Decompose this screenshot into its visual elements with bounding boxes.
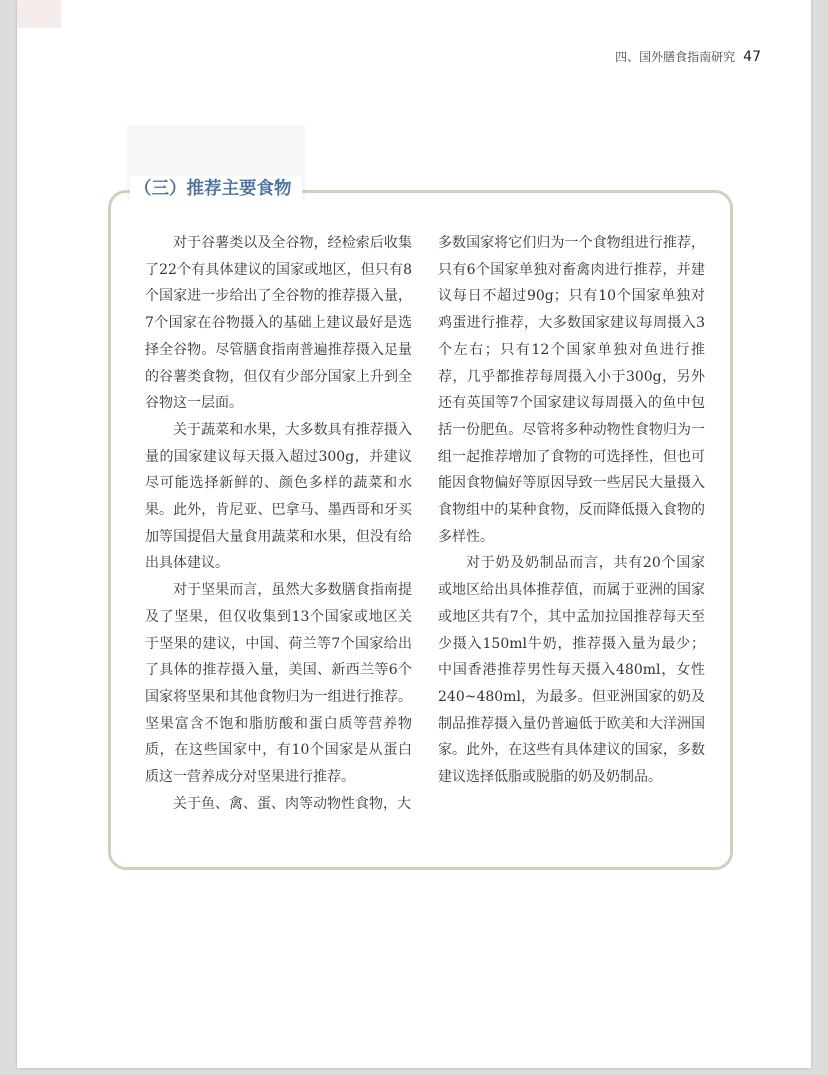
corner-mark xyxy=(17,0,61,28)
paragraph-vegetables-fruits: 关于蔬菜和水果，大多数具有推荐摄入量的国家建议每天摄入超过300g，并建议尽可能选择新鲜的、颜色多样的蔬菜和水果。此外，肯尼亚、巴拿马、墨西哥和牙买加等国提倡大量食用蔬菜和水果，但没有给出具体建议。 xyxy=(145,421,412,572)
paragraph-animal-foods-start: 关于鱼、禽、蛋、肉等动物性食物，大 xyxy=(173,795,411,812)
page-number: 47 xyxy=(743,49,761,65)
paragraph-dairy: 对于奶及奶制品而言，共有20个国家或地区给出具体推荐值，而属于亚洲的国家或地区共有7个，其中孟加拉国推荐每天至少摄入150ml牛奶，推荐摄入量为最少；中国香港推荐男性每天摄入480ml，女性240~480ml，为最多。但亚洲国家的奶及制品推荐摄入量仍普遍低于欧美和大洋洲国家。此外，在这些有具体建议的国家，多数建议选择低脂或脱脂的奶及奶制品。 xyxy=(438,555,705,786)
paragraph-nuts: 对于坚果而言，虽然大多数膳食指南提及了坚果，但仅收集到13个国家或地区关于坚果的建议，中国、荷兰等7个国家给出了具体的推荐摄入量，美国、新西兰等6个国家将坚果和其他食物归为一组进行推荐。坚果富含不饱和脂肪酸和蛋白质等营养物质，在这些国家中，有10个国家是从蛋白质这一营养成分对坚果进行推荐。 xyxy=(145,582,412,786)
paragraph-animal-foods-cont: 多数国家将它们归为一个食物组进行推荐，只有6个国家单独对畜禽肉进行推荐，并建议每日不超过90g；只有10个国家单独对鸡蛋进行推荐，大多数国家建议每周摄入3个左右；只有12个国家单独对鱼进行推荐，几乎都推荐每周摄入小于300g，另外还有英国等7个国家建议每周摄入的鱼中包括一份肥鱼。尽管将多种动物性食物归为一组一起推荐增加了食物的可选择性，但也可能因食物偏好等原因导致一些居民大量摄入食物组中的某种食物，反而降低摄入食物的多样性。 xyxy=(438,235,705,545)
paragraph-grains: 对于谷薯类以及全谷物，经检索后收集了22个有具体建议的国家或地区，但只有8个国家进一步给出了全谷物的推荐摄入量，7个国家在谷物摄入的基础上建议最好是选择全谷物。尽管膳食指南普遍推荐摄入足量的谷薯类食物，但仅有少部分国家上升到全谷物这一层面。 xyxy=(145,235,412,412)
section-title: （三）推荐主要食物 xyxy=(130,176,302,202)
chapter-title: 四、国外膳食指南研究 xyxy=(615,50,736,64)
text-columns xyxy=(145,230,705,817)
document-page xyxy=(17,0,811,1068)
right-column xyxy=(438,230,705,817)
left-column xyxy=(145,230,412,817)
running-header xyxy=(615,48,761,65)
